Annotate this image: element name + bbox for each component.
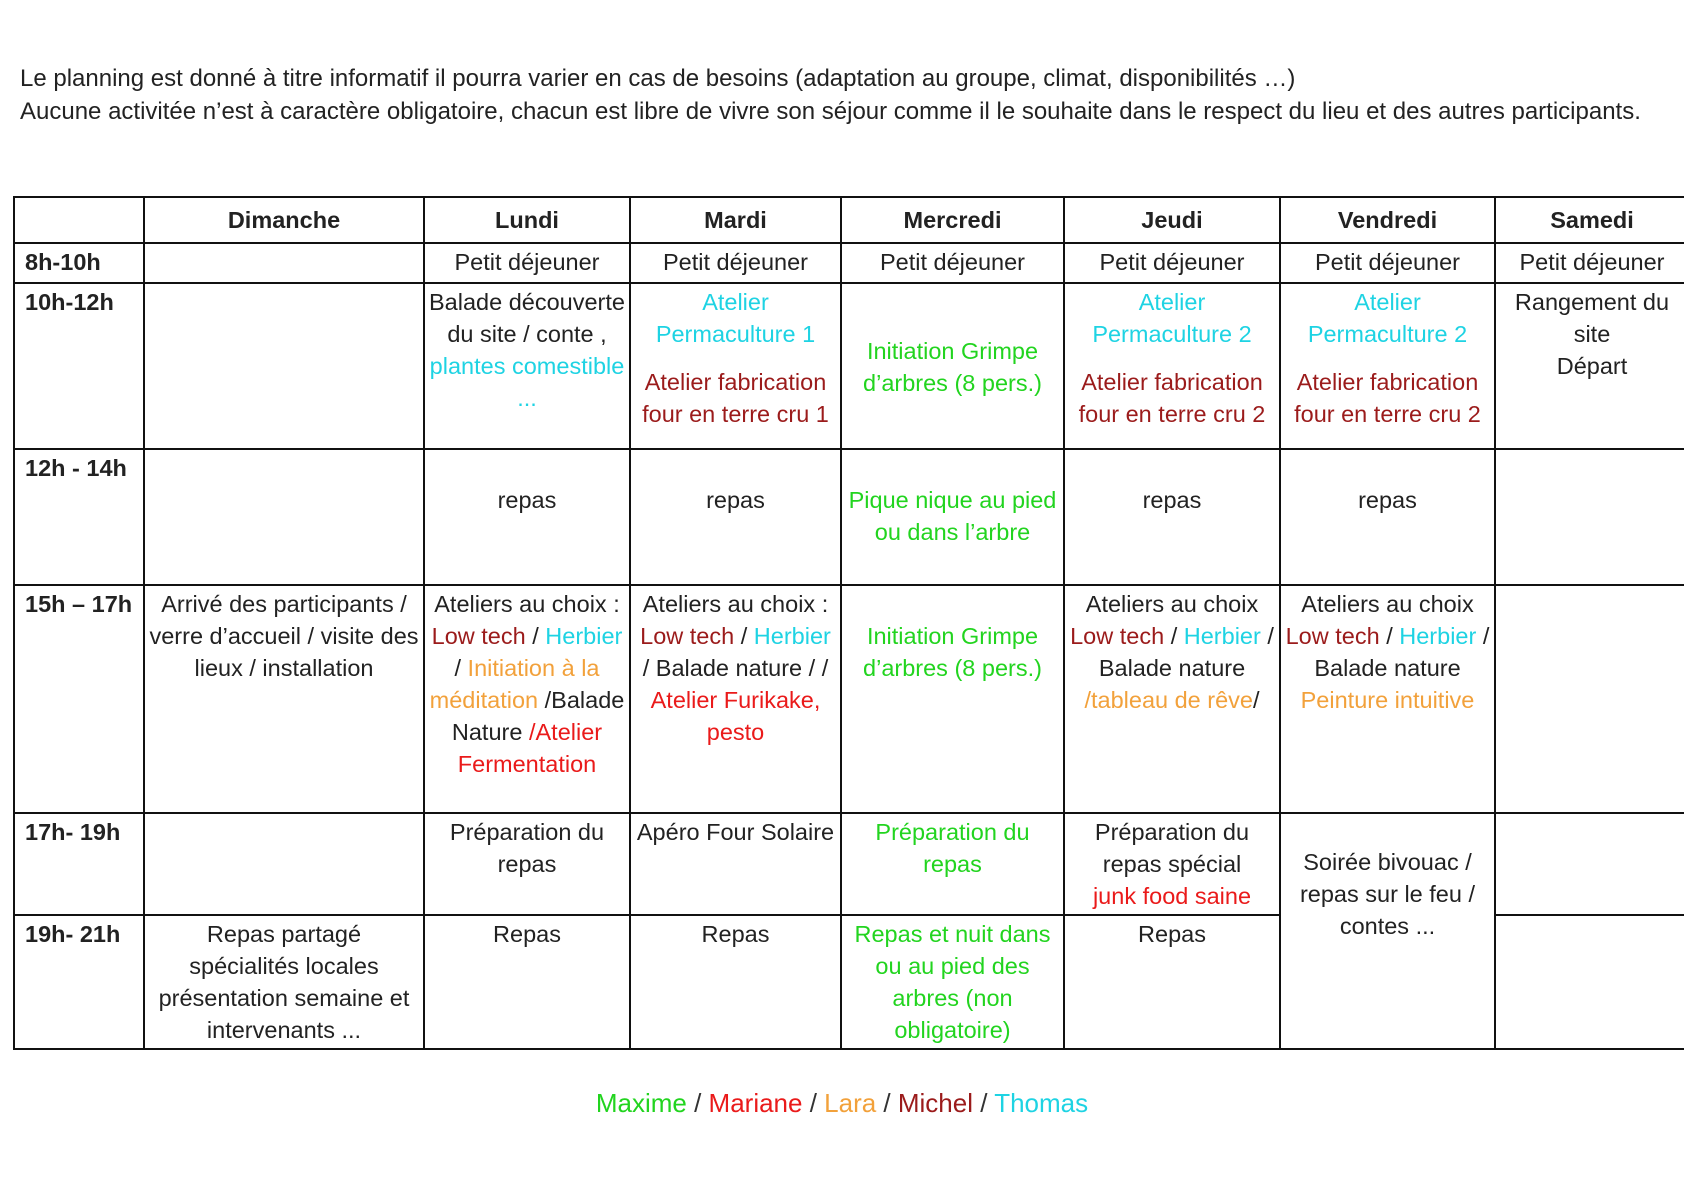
- activity: Préparation du repas spécial: [1094, 819, 1250, 877]
- time-slot: 15h – 17h: [14, 585, 144, 813]
- intro-text: [20, 62, 1660, 128]
- day-header: Mercredi: [841, 197, 1064, 243]
- activity: Balade découverte du site / conte ,: [429, 289, 625, 347]
- activity: Low tech: [1285, 623, 1380, 649]
- legend-separator: /: [802, 1088, 825, 1118]
- activity: Ateliers au choix :: [642, 591, 829, 617]
- activity: Préparation du repas: [875, 819, 1030, 877]
- cell-empty: [1495, 585, 1684, 813]
- separator: /: [740, 623, 748, 649]
- cell: Petit déjeuner: [424, 243, 630, 283]
- activity: Low tech: [431, 623, 526, 649]
- cell: [630, 585, 841, 813]
- table-row: [14, 283, 1684, 449]
- activity: Rangement du site: [1514, 289, 1670, 347]
- cell: [1064, 813, 1280, 915]
- activity: Herbier: [1399, 623, 1477, 649]
- day-header: Dimanche: [144, 197, 424, 243]
- cell: [1064, 283, 1280, 449]
- table-row: [14, 585, 1684, 813]
- activity: Ateliers au choix :: [434, 591, 620, 617]
- time-slot: 19h- 21h: [14, 915, 144, 1049]
- cell-empty: [144, 813, 424, 915]
- day-header: Lundi: [424, 197, 630, 243]
- legend-separator: /: [973, 1088, 995, 1118]
- activity: Atelier Furikake, pesto: [650, 687, 821, 745]
- time-slot: 12h - 14h: [14, 449, 144, 585]
- activity: Herbier: [1183, 623, 1261, 649]
- activity: / Balade nature: [1314, 623, 1490, 681]
- cell-empty: [1495, 813, 1684, 915]
- time-slot: 10h-12h: [14, 283, 144, 449]
- day-header: Vendredi: [1280, 197, 1495, 243]
- legend-lara: Lara: [824, 1088, 877, 1118]
- separator: /: [454, 655, 462, 681]
- activity: Low tech: [1070, 623, 1165, 649]
- day-header: Mardi: [630, 197, 841, 243]
- legend-michel: Michel: [897, 1088, 974, 1118]
- cell: Apéro Four Solaire: [630, 813, 841, 915]
- cell: repas: [424, 449, 630, 585]
- separator: /: [532, 623, 539, 649]
- table-row: [14, 449, 1684, 585]
- time-slot: 17h- 19h: [14, 813, 144, 915]
- table-row: [14, 243, 1684, 283]
- activity: Atelier fabrication four en terre cru 2: [1078, 369, 1266, 427]
- cell: Petit déjeuner: [630, 243, 841, 283]
- cell: Soirée bivouac / repas sur le feu / contes ...: [1280, 813, 1495, 1049]
- activity: Repas et nuit dans ou au pied des arbres (non obligatoire): [854, 921, 1051, 1043]
- activity: / Balade nature /: [642, 655, 816, 681]
- activity: Initiation Grimpe d’arbres (8 pers.): [863, 338, 1042, 396]
- cell: Repas partagé spécialités locales présentation semaine et intervenants ...: [144, 915, 424, 1049]
- separator: /: [821, 655, 829, 681]
- cell: [424, 283, 630, 449]
- legend-separator: /: [686, 1088, 709, 1118]
- cell: [841, 915, 1064, 1049]
- activity: Atelier Permaculture 1: [655, 289, 816, 347]
- cell: Petit déjeuner: [1495, 243, 1684, 283]
- activity: Low tech: [640, 623, 735, 649]
- separator: /: [1170, 623, 1178, 649]
- cell: [1280, 585, 1495, 813]
- cell: repas: [1064, 449, 1280, 585]
- cell: repas: [1280, 449, 1495, 585]
- day-header: Jeudi: [1064, 197, 1280, 243]
- activity: Initiation à la méditation: [429, 655, 600, 713]
- weekly-schedule-table: [13, 196, 1684, 1050]
- cell: Arrivé des participants / verre d’accueil / visite des lieux / installation: [144, 585, 424, 813]
- cell: [1064, 585, 1280, 813]
- activity: Atelier fabrication four en terre cru 1: [642, 369, 829, 427]
- time-slot: 8h-10h: [14, 243, 144, 283]
- activity: plantes comestible ...: [429, 353, 625, 411]
- activity: /Balade Nature: [451, 687, 625, 745]
- activity: Départ: [1556, 353, 1628, 379]
- table-row: [14, 813, 1684, 915]
- activity: Ateliers au choix: [1301, 591, 1474, 617]
- cell: Petit déjeuner: [841, 243, 1064, 283]
- legend-maxime: Maxime: [595, 1088, 687, 1118]
- cell: [1280, 283, 1495, 449]
- cell: Petit déjeuner: [1064, 243, 1280, 283]
- activity: Ateliers au choix: [1085, 591, 1259, 617]
- corner-cell: [14, 197, 144, 243]
- intro-line-1: Le planning est donné à titre informatif il pourra varier en cas de besoins (adaptation au groupe, climat, disponibilités …): [20, 65, 1296, 92]
- cell-empty: [1495, 915, 1684, 1049]
- legend-mariane: Mariane: [708, 1088, 803, 1118]
- activity: junk food saine: [1092, 883, 1252, 909]
- activity: Pique nique au pied ou dans l’arbre: [848, 487, 1057, 545]
- cell: Repas: [630, 915, 841, 1049]
- cell: [630, 283, 841, 449]
- cell: [841, 449, 1064, 585]
- activity: Initiation Grimpe d’arbres (8 pers.): [863, 623, 1042, 681]
- activity: Atelier Permaculture 2: [1092, 289, 1252, 347]
- cell: [841, 813, 1064, 915]
- cell: [841, 283, 1064, 449]
- activity: Atelier fabrication four en terre cru 2: [1294, 369, 1481, 427]
- cell: repas: [630, 449, 841, 585]
- legend-thomas: Thomas: [994, 1088, 1089, 1118]
- activity: Atelier Permaculture 2: [1307, 289, 1468, 347]
- activity: Herbier: [545, 623, 623, 649]
- day-header: Samedi: [1495, 197, 1684, 243]
- cell-empty: [1495, 449, 1684, 585]
- cell: Repas: [1064, 915, 1280, 1049]
- activity: / Balade nature: [1098, 623, 1274, 681]
- separator: /: [1253, 687, 1260, 713]
- cell: Préparation du repas: [424, 813, 630, 915]
- activity: Peinture intuitive: [1300, 687, 1475, 713]
- cell: Petit déjeuner: [1280, 243, 1495, 283]
- activity: /tableau de rêve: [1084, 687, 1253, 713]
- cell: [841, 585, 1064, 813]
- activity: /Atelier Fermentation: [457, 719, 603, 777]
- animator-legend: [0, 1088, 1684, 1119]
- cell-empty: [144, 283, 424, 449]
- cell: Repas: [424, 915, 630, 1049]
- legend-separator: /: [876, 1088, 898, 1118]
- separator: /: [1386, 623, 1393, 649]
- cell-empty: [144, 449, 424, 585]
- activity: Herbier: [753, 623, 831, 649]
- intro-line-2: Aucune activitée n’est à caractère obligatoire, chacun est libre de vivre son séjour comme il le souhaite dans le respect du lieu et des autres participants.: [20, 98, 1641, 125]
- cell-empty: [144, 243, 424, 283]
- cell: [424, 585, 630, 813]
- header-row: [14, 197, 1684, 243]
- cell: [1495, 283, 1684, 449]
